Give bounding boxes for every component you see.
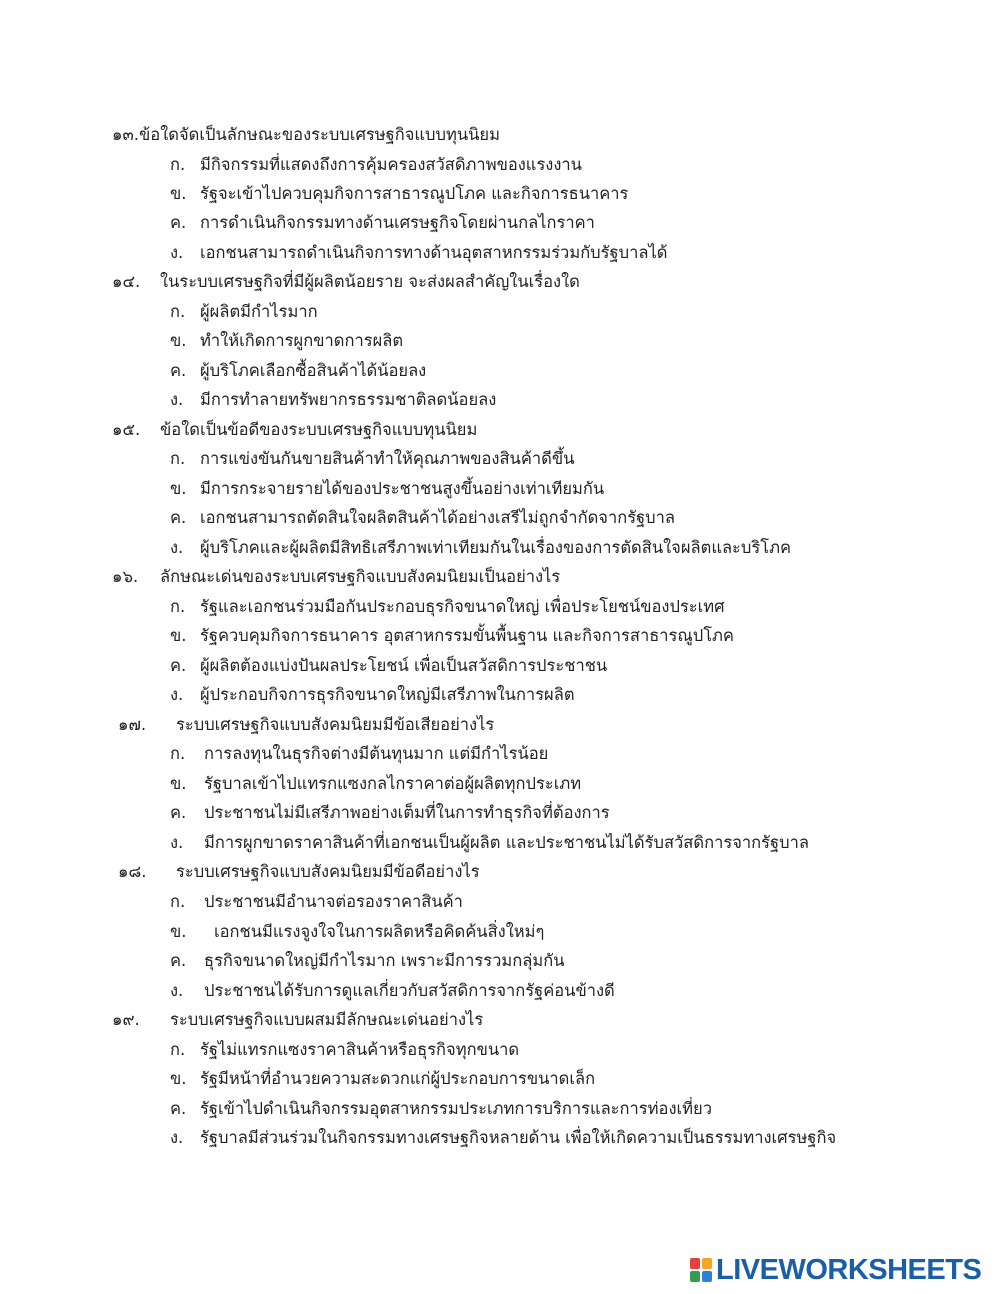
choice-15-b[interactable] — [170, 474, 970, 504]
choice-13-d[interactable] — [170, 238, 970, 268]
choice-text: ประชาชนได้รับการดูแลเกี่ยวกับสวัสดิการจากรัฐค่อนข้างดี — [204, 981, 615, 1000]
choice-15-a[interactable] — [170, 444, 970, 474]
choice-18-b[interactable] — [170, 917, 970, 947]
choice-17-a[interactable] — [170, 739, 970, 769]
choice-letter: ค. — [170, 656, 187, 675]
choice-letter: ค. — [170, 361, 187, 380]
choice-text: เอกชนสามารถตัดสินใจผลิตสินค้าได้อย่างเสรีไม่ถูกจำกัดจากรัฐบาล — [200, 508, 676, 527]
question-number: ๑๕. — [112, 420, 141, 439]
choice-text: รัฐบาลเข้าไปแทรกแซงกลไกราคาต่อผู้ผลิตทุกประเภท — [204, 774, 582, 793]
question-number: ๑๔. — [112, 272, 141, 291]
choice-letter: ข. — [170, 626, 187, 645]
question-number: ๑๖. — [112, 567, 139, 586]
choice-text: การแข่งขันกันขายสินค้าทำให้คุณภาพของสินค้าดีขึ้น — [200, 449, 575, 468]
choice-17-d[interactable] — [170, 828, 970, 858]
choice-16-c[interactable] — [170, 651, 970, 681]
question-text: ลักษณะเด่นของระบบเศรษฐกิจแบบสังคมนิยมเป็นอย่างไร — [160, 567, 561, 586]
question-17 — [118, 710, 978, 740]
choice-text: รัฐมีหน้าที่อำนวยความสะดวกแก่ผู้ประกอบการขนาดเล็ก — [200, 1069, 596, 1088]
choice-text: ผู้บริโภคเลือกซื้อสินค้าได้น้อยลง — [200, 361, 427, 380]
choice-letter: ง. — [170, 981, 184, 1000]
choice-letter: ก. — [170, 892, 186, 911]
choice-letter: ข. — [170, 922, 187, 941]
choice-letter: ก. — [170, 155, 186, 174]
choice-text: ประชาชนไม่มีเสรีภาพอย่างเต็มที่ในการทำธุรกิจที่ต้องการ — [204, 803, 610, 822]
question-number: ๑๓. — [112, 125, 139, 144]
question-text: ข้อใดเป็นข้อดีของระบบเศรษฐกิจแบบทุนนิยม — [160, 420, 478, 439]
choice-text: มีกิจกรรมที่แสดงถึงการคุ้มครองสวัสดิภาพของแรงงาน — [200, 155, 582, 174]
choice-text: ธุรกิจขนาดใหญ่มีกำไรมาก เพราะมีการรวมกลุ่มกัน — [204, 951, 565, 970]
choice-letter: ง. — [170, 538, 184, 557]
choice-19-a[interactable] — [170, 1035, 970, 1065]
question-text: ข้อใดจัดเป็นลักษณะของระบบเศรษฐกิจแบบทุนนิยม — [139, 125, 500, 144]
choice-letter: ง. — [170, 833, 184, 852]
question-18 — [118, 857, 978, 887]
choice-17-c[interactable] — [170, 798, 970, 828]
choice-13-b[interactable] — [170, 179, 970, 209]
choice-18-d[interactable] — [170, 976, 970, 1006]
choice-letter: ก. — [170, 597, 186, 616]
choice-text: ผู้ผลิตมีกำไรมาก — [200, 302, 318, 321]
question-text: ระบบเศรษฐกิจแบบผสมมีลักษณะเด่นอย่างไร — [170, 1010, 484, 1029]
choice-letter: ค. — [170, 213, 187, 232]
question-text: ในระบบเศรษฐกิจที่มีผู้ผลิตน้อยราย จะส่งผลสำคัญในเรื่องใด — [160, 272, 580, 291]
choice-text: การลงทุนในธุรกิจต่างมีต้นทุนมาก แต่มีกำไรน้อย — [204, 744, 549, 763]
question-15 — [112, 415, 972, 445]
question-text: ระบบเศรษฐกิจแบบสังคมนิยมมีข้อดีอย่างไร — [176, 862, 480, 881]
choice-text: ทำให้เกิดการผูกขาดการผลิต — [200, 331, 404, 350]
logo-tile-blue — [702, 1271, 712, 1282]
question-19 — [112, 1005, 972, 1035]
choice-text: มีการผูกขาดราคาสินค้าที่เอกชนเป็นผู้ผลิต และประชาชนไม่ได้รับสวัสดิการจากรัฐบาล — [204, 833, 809, 852]
choice-text: มีการกระจายรายได้ของประชาชนสูงขึ้นอย่างเท่าเทียมกัน — [200, 479, 605, 498]
choice-18-c[interactable] — [170, 946, 970, 976]
choice-letter: ค. — [170, 1099, 187, 1118]
liveworksheets-watermark — [690, 1255, 981, 1285]
choice-text: เอกชนมีแรงจูงใจในการผลิตหรือคิดค้นสิ่งใหม่ๆ — [214, 922, 545, 941]
choice-19-d[interactable] — [170, 1123, 970, 1153]
choice-16-b[interactable] — [170, 621, 970, 651]
question-number: ๑๙. — [112, 1010, 140, 1029]
choice-16-a[interactable] — [170, 592, 970, 622]
choice-text: รัฐไม่แทรกแซงราคาสินค้าหรือธุรกิจทุกขนาด — [200, 1040, 520, 1059]
choice-letter: ค. — [170, 951, 187, 970]
choice-15-c[interactable] — [170, 503, 970, 533]
choice-text: ผู้ประกอบกิจการธุรกิจขนาดใหญ่มีเสรีภาพในการผลิต — [200, 685, 575, 704]
choice-13-c[interactable] — [170, 208, 970, 238]
choice-letter: ง. — [170, 390, 184, 409]
choice-13-a[interactable] — [170, 150, 970, 180]
choice-letter: ข. — [170, 479, 187, 498]
choice-letter: ง. — [170, 243, 184, 262]
choice-18-a[interactable] — [170, 887, 970, 917]
choice-14-a[interactable] — [170, 297, 970, 327]
choice-letter: ง. — [170, 1128, 184, 1147]
choice-letter: ก. — [170, 449, 186, 468]
choice-text: การดำเนินกิจกรรมทางด้านเศรษฐกิจโดยผ่านกลไกราคา — [200, 213, 595, 232]
choice-text: รัฐเข้าไปดำเนินกิจกรรมอุตสาหกรรมประเภทการบริการและการท่องเที่ยว — [200, 1099, 712, 1118]
choice-16-d[interactable] — [170, 680, 970, 710]
liveworksheets-logo-icon — [690, 1258, 712, 1282]
choice-letter: ข. — [170, 774, 187, 793]
choice-letter: ก. — [170, 1040, 186, 1059]
logo-tile-green — [690, 1271, 700, 1282]
choice-text: ประชาชนมีอำนาจต่อรองราคาสินค้า — [204, 892, 463, 911]
choice-letter: ค. — [170, 508, 187, 527]
choice-19-b[interactable] — [170, 1064, 970, 1094]
choice-text: รัฐและเอกชนร่วมมือกันประกอบธุรกิจขนาดใหญ่ เพื่อประโยชน์ของประเทศ — [200, 597, 725, 616]
choice-text: เอกชนสามารถดำเนินกิจการทางด้านอุตสาหกรรมร่วมกับรัฐบาลได้ — [200, 243, 668, 262]
question-16 — [112, 562, 972, 592]
choice-letter: ข. — [170, 331, 187, 350]
choice-19-c[interactable] — [170, 1094, 970, 1124]
question-number: ๑๘. — [118, 862, 147, 881]
choice-text: รัฐจะเข้าไปควบคุมกิจการสาธารณูปโภค และกิจการธนาคาร — [200, 184, 629, 203]
choice-14-d[interactable] — [170, 385, 970, 415]
choice-letter: ข. — [170, 1069, 187, 1088]
question-13 — [112, 120, 972, 150]
watermark-text: LIVEWORKSHEETS — [716, 1253, 982, 1286]
choice-text: ผู้บริโภคและผู้ผลิตมีสิทธิเสรีภาพเท่าเทียมกันในเรื่องของการตัดสินใจผลิตและบริโภค — [200, 538, 792, 557]
choice-14-b[interactable] — [170, 326, 970, 356]
question-number: ๑๗. — [118, 715, 147, 734]
logo-tile-orange — [702, 1258, 712, 1269]
choice-letter: ก. — [170, 744, 186, 763]
question-text: ระบบเศรษฐกิจแบบสังคมนิยมมีข้อเสียอย่างไร — [176, 715, 495, 734]
choice-letter: ง. — [170, 685, 184, 704]
question-14 — [112, 267, 972, 297]
choice-letter: ข. — [170, 184, 187, 203]
choice-text: มีการทำลายทรัพยากรธรรมชาติลดน้อยลง — [200, 390, 497, 409]
choice-17-b[interactable] — [170, 769, 970, 799]
choice-14-c[interactable] — [170, 356, 970, 386]
choice-text: ผู้ผลิตต้องแบ่งปันผลประโยชน์ เพื่อเป็นสวัสดิการประชาชน — [200, 656, 608, 675]
choice-letter: ค. — [170, 803, 187, 822]
choice-15-d[interactable] — [170, 533, 970, 563]
logo-tile-red — [690, 1258, 700, 1269]
choice-letter: ก. — [170, 302, 186, 321]
choice-text: รัฐควบคุมกิจการธนาคาร อุตสาหกรรมขั้นพื้นฐาน และกิจการสาธารณูปโภค — [200, 626, 734, 645]
choice-text: รัฐบาลมีส่วนร่วมในกิจกรรมทางเศรษฐกิจหลายด้าน เพื่อให้เกิดความเป็นธรรมทางเศรษฐกิจ — [200, 1128, 837, 1147]
